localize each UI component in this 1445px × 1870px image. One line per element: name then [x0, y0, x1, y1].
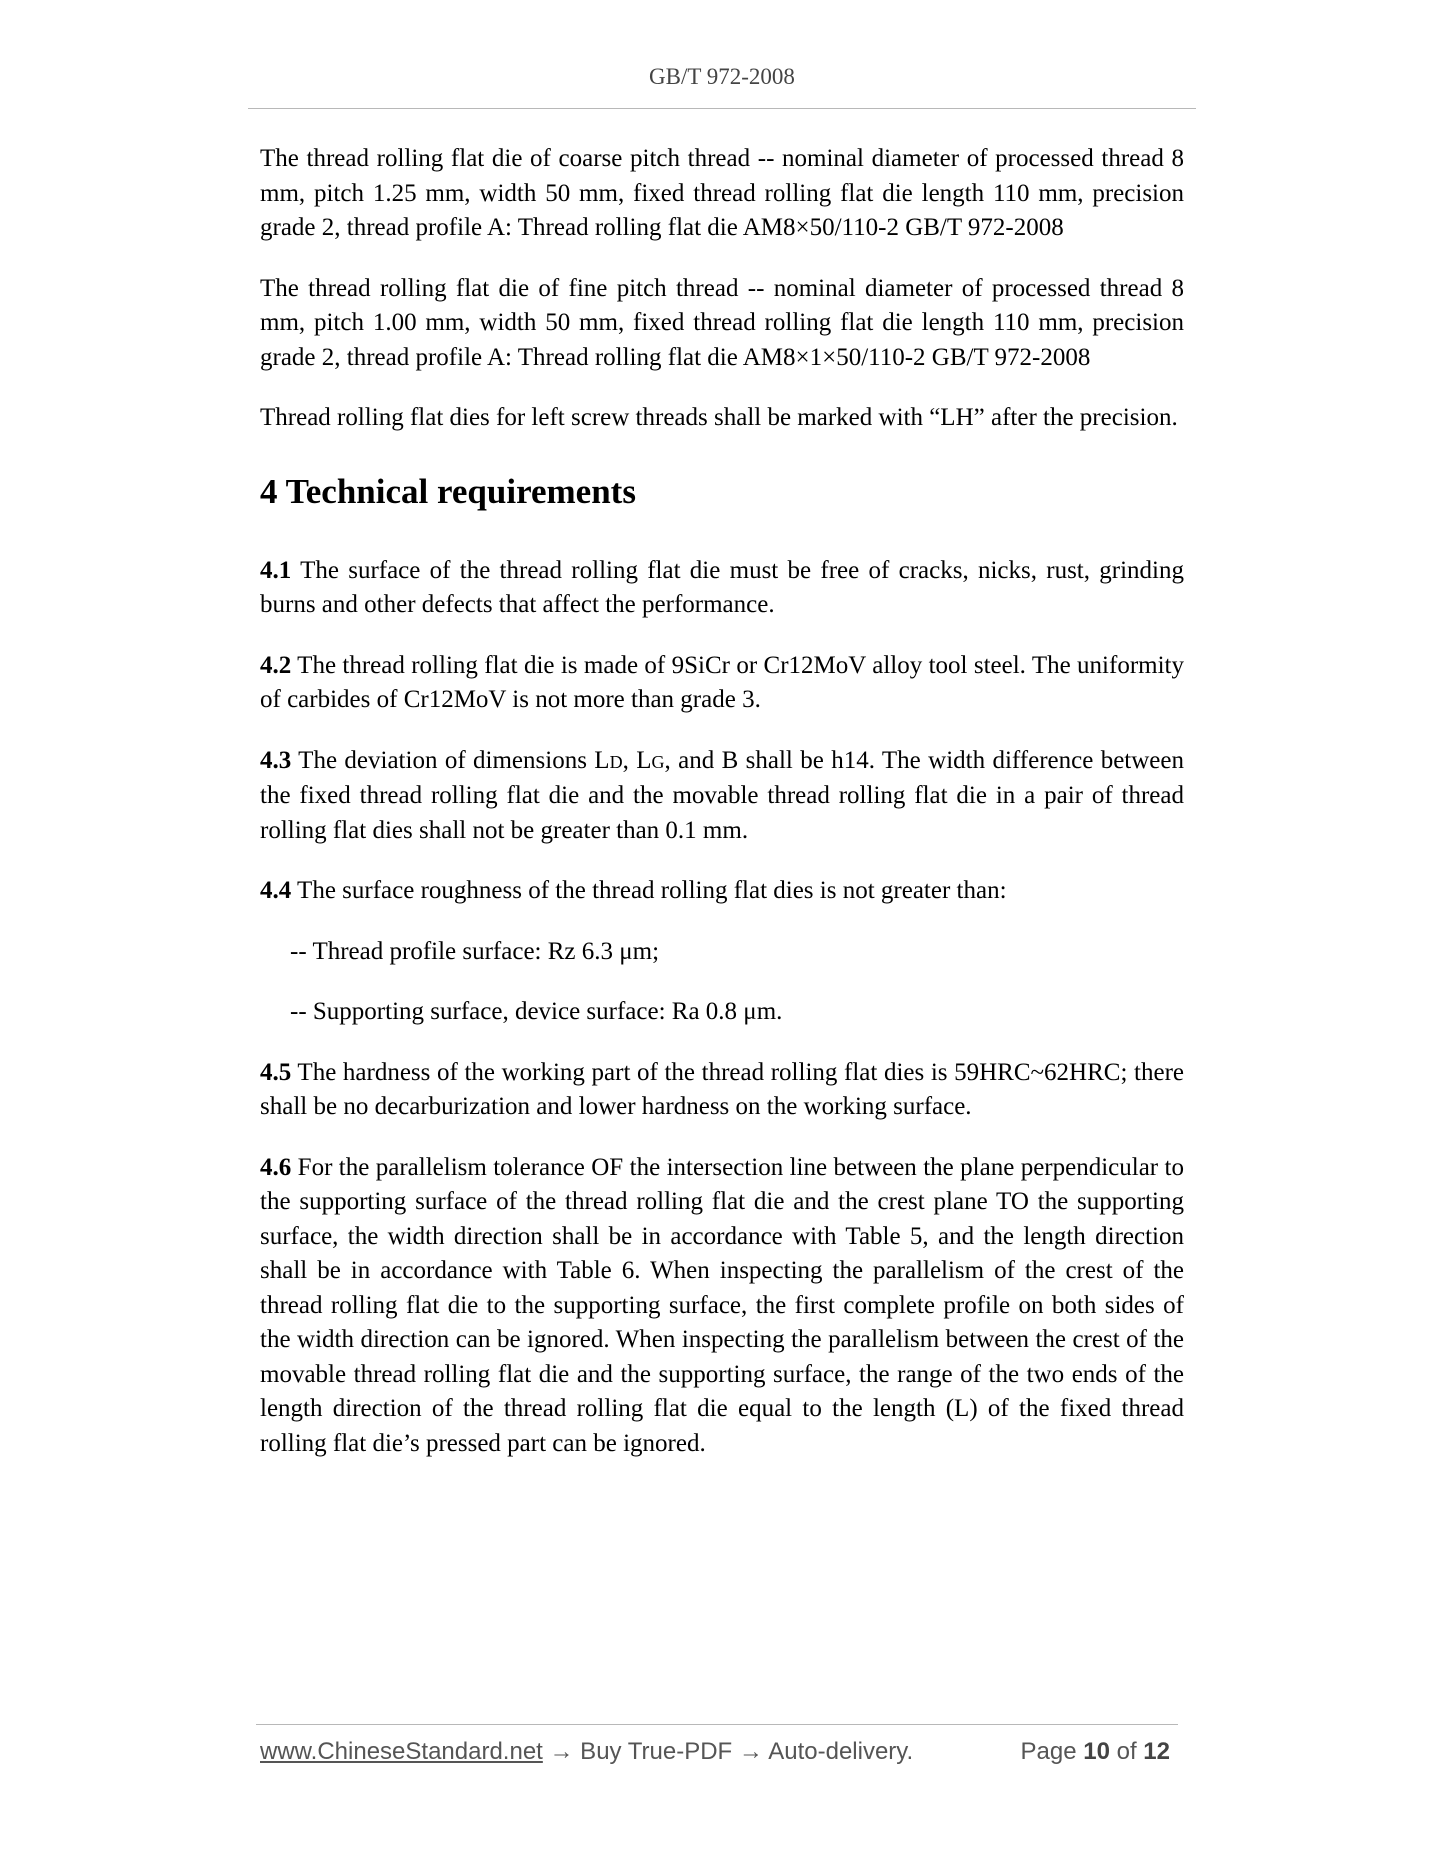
- clause-text-part: , and B shall be h14. The width difference between the fixed thread rolling flat die and the movable thread rolling flat die in a pair of thread rolling flat dies shall not be greater than 0.1 mm.: [260, 746, 1185, 844]
- footer: [260, 1738, 1180, 1766]
- clause-4-5: [260, 1056, 1184, 1125]
- clause-number: 4.1: [260, 556, 292, 584]
- footer-tagline: → Buy True-PDF → Auto-delivery.: [542, 1738, 914, 1765]
- subscript-g: G: [651, 751, 665, 772]
- page-indicator: [1021, 1738, 1170, 1766]
- page-current: 10: [1083, 1738, 1110, 1765]
- clause-text: The thread rolling flat die is made of 9SiCr or Cr12MoV alloy tool steel. The uniformity of carbides of Cr12MoV is not more than grade 3.: [260, 651, 1184, 713]
- document-body: [260, 142, 1184, 1487]
- header-divider: [248, 108, 1196, 109]
- clause-text-part: , L: [622, 746, 652, 774]
- clause-4-3: [260, 744, 1184, 849]
- page-total: 12: [1143, 1738, 1170, 1765]
- list-item: -- Thread profile surface: Rz 6.3 μm;: [290, 937, 660, 965]
- section-title: 4 Technical requirements: [260, 471, 636, 511]
- footer-website-link[interactable]: www.ChineseStandard.net: [260, 1738, 543, 1765]
- clause-text: The surface of the thread rolling flat die must be free of cracks, nicks, rust, grinding burns and other defects that affect the performance.: [260, 556, 1184, 618]
- header-doc-id: GB/T 972-2008: [649, 64, 795, 89]
- clause-text: The hardness of the working part of the thread rolling flat dies is 59HRC~62HRC; there shall be no decarburization and lower hardness on the working surface.: [260, 1058, 1184, 1120]
- clause-number: 4.2: [260, 651, 292, 679]
- clause-text-part: The deviation of dimensions L: [291, 746, 610, 774]
- clause-4-2: [260, 649, 1184, 718]
- clause-4-1: [260, 554, 1184, 623]
- list-item: -- Supporting surface, device surface: Ra 0.8 μm.: [290, 998, 783, 1025]
- paragraph-coarse-pitch: The thread rolling flat die of coarse pitch thread -- nominal diameter of processed thread 8 mm, pitch 1.25 mm, width 50 mm, fixed thread rolling flat die length 110 mm, precision grade 2, thread profile A: Thread rolling flat die AM8×50/110-2 GB/T 972-2008: [260, 145, 1184, 241]
- clause-text: The surface roughness of the thread rolling flat dies is not greater than:: [291, 877, 1007, 904]
- subscript-d: D: [609, 751, 623, 772]
- paragraph-left-thread: Thread rolling flat dies for left screw threads shall be marked with “LH” after the precision.: [260, 404, 1178, 431]
- page-word: Page: [1020, 1738, 1084, 1765]
- clause-number: 4.5: [260, 1058, 292, 1086]
- clause-number: 4.6: [260, 1153, 292, 1181]
- clause-4-4: [260, 874, 1184, 909]
- paragraph-fine-pitch: The thread rolling flat die of fine pitch thread -- nominal diameter of processed thread 8 mm, pitch 1.00 mm, width 50 mm, fixed thread rolling flat die length 110 mm, precision grade 2, thread profile A: Thread rolling flat die AM8×1×50/110-2 GB/T 972-2008: [260, 274, 1184, 371]
- footer-divider: [256, 1724, 1178, 1725]
- of-word: of: [1109, 1738, 1144, 1765]
- clause-number: 4.3: [260, 746, 292, 774]
- clause-text: For the parallelism tolerance OF the intersection line between the plane perpendicular to the supporting surface of the thread rolling flat die and the crest plane TO the supporting surface, the width direction shall be in accordance with Table 5, and the length direction shall be in accordance with Table 6. When inspecting the parallelism of the crest of the thread rolling flat die to the supporting surface, the first complete profile on both sides of the width direction can be ignored. When inspecting the parallelism between the crest of the movable thread rolling flat die and the supporting surface, the range of the two ends of the length direction of the thread rolling flat die equal to the length (L) of the fixed thread rolling flat die’s pressed part can be ignored.: [260, 1153, 1184, 1457]
- clause-4-6: [260, 1151, 1184, 1462]
- clause-number: 4.4: [260, 877, 292, 904]
